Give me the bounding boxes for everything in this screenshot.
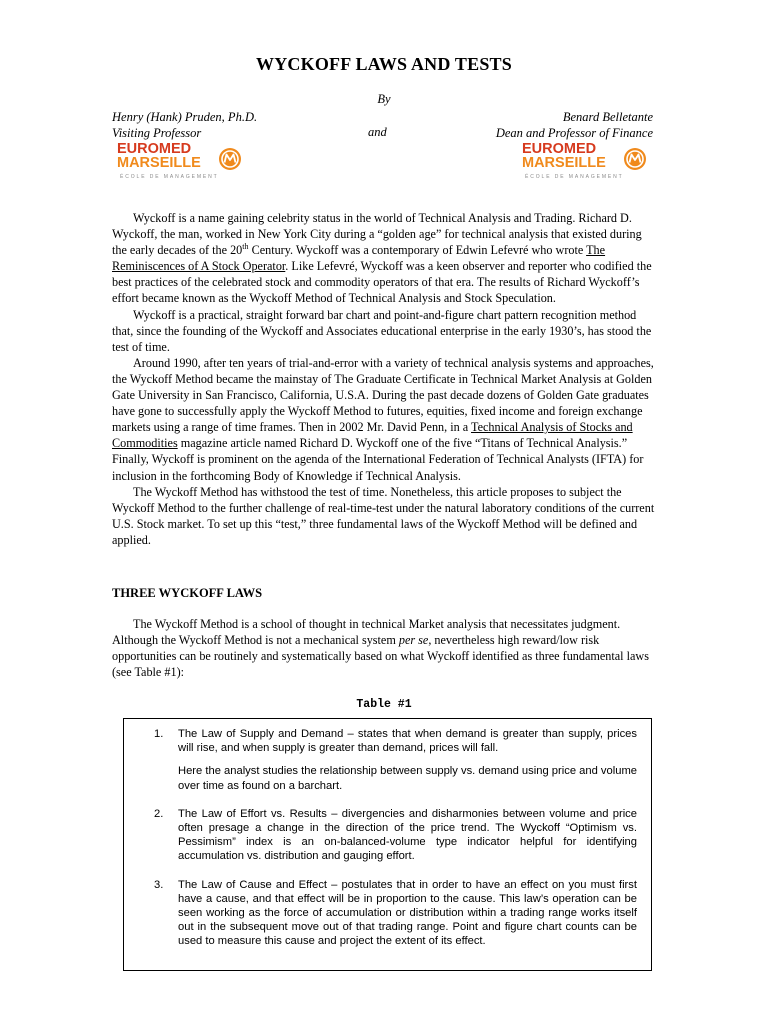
law-number: 1.: [154, 728, 164, 740]
law-item-3: [154, 878, 637, 949]
author-right: [496, 109, 653, 141]
document-title: WYCKOFF LAWS AND TESTS: [256, 54, 512, 74]
text-span: Wyckoff is a name gaining celebrity status in the world of Technical Analysis and Trading. Richard D. Wyckoff, the man, worked in New York City during a “golden age” for technical analysis that existed during the early decades of the 20: [112, 211, 642, 258]
euromed-logo-right: [522, 139, 647, 181]
intro-paragraph-2: Wyckoff is a practical, straight forward bar chart and point-and-figure chart pattern recognition method that, since the founding of the Wyckoff and Associates educational enterprise in the early 1930’s, has stood the test of time.: [112, 307, 652, 354]
logo-line2: MARSEILLE: [117, 155, 201, 171]
emphasis: per se: [398, 633, 429, 648]
law-item-1: [154, 727, 637, 793]
intro-body: [112, 210, 657, 548]
author-right-name: Benard Belletante: [562, 110, 653, 124]
text-span: Around 1990, after ten years of trial-and-error with a variety of technical analysis systems and approaches, the Wyckoff Method became the mainstay of The Graduate Certificate in Technical Market Analysis at Golden Gate University in San Francisco, California, U.S.A. During the past decade dozens of Golden Gate graduates have gone to successfully apply the Wyckoff Method to futures, equities, fixed income and foreign exchange markets using a range of time frames. Then in 2002 Mr. David Penn, in a: [112, 355, 654, 435]
author-right-role: Dean and Professor of Finance: [495, 126, 653, 140]
law-text: The Law of Effort vs. Results – divergencies and disharmonies between volume and price often presage a change in the direction of the price trend. The Wyckoff “Optimism vs. Pessimism” index is an on-balanced-volume type indicator helpful for identifying accumulation vs. distribution and gauging effort.: [178, 807, 637, 863]
laws-table: [123, 718, 652, 971]
text-span: Century. Wyckoff was a contemporary of Edwin Lefevré who wrote: [248, 243, 587, 258]
intro-paragraph-3: [112, 355, 657, 484]
and-text: and: [368, 125, 387, 139]
author-left: [112, 109, 257, 141]
text-span: magazine article named Richard D. Wyckoff one of the five “Titans of Technical Analysis.” Finally, Wyckoff is prominent on the agenda of the International Federation of Technical Analysts (IFTA) for inclusion in the forthcoming Body of Knowledge if Technical Analysis.: [112, 436, 644, 483]
superscript: th: [242, 242, 249, 252]
intro-paragraph-4: The Wyckoff Method has withstood the test of time. Nonetheless, this article proposes to subject the Wyckoff Method to the further challenge of real-time-test under the natural laboratory conditions of the current U.S. Stock market. To set up this “test,” three fundamental laws of the Wyckoff Method will be defined and applied.: [112, 484, 655, 547]
by-line: By: [377, 92, 391, 106]
logo-tagline: ÉCOLE DE MANAGEMENT: [525, 174, 624, 180]
section-heading: THREE WYCKOFF LAWS: [112, 586, 263, 600]
text-span: , nevertheless high reward/low risk opportunities can be routinely and systematically based on what Wyckoff identified as three fundamental laws (see Table #1):: [112, 633, 649, 680]
table-caption: Table #1: [356, 698, 412, 711]
law-extra: Here the analyst studies the relationship between supply vs. demand using price and volume over time as found on a barchart.: [178, 765, 637, 792]
law-number: 2.: [154, 807, 164, 820]
intro-paragraph-1: [112, 210, 657, 307]
text-span: The Wyckoff Method is a school of thought in technical Market analysis that necessitates judgment. Although the Wyckoff Method is not a mechanical system: [112, 617, 621, 648]
logo-line1: EUROMED: [522, 141, 597, 157]
logo-tagline: ÉCOLE DE MANAGEMENT: [120, 174, 219, 180]
author-left-name: Henry (Hank) Pruden, Ph.D.: [112, 110, 258, 124]
law-text: The Law of Cause and Effect – postulates that in order to have an effect on you must first have a cause, and that effect will be in proportion to the cause. This law’s operation can be seen working as the force of accumulation or distribution within a trading range works itself out in the subsequent move out of that trading range. Point and figure chart counts can be used to measure this cause and project the extent of its effect.: [178, 878, 637, 948]
law-number: 3.: [154, 878, 164, 891]
laws-list: [154, 727, 637, 949]
author-left-role: Visiting Professor: [112, 126, 202, 140]
law-text: The Law of Supply and Demand – states that when demand is greater than supply, prices will rise, and when supply is greater than demand, prices will fall.: [178, 728, 637, 755]
section-body: [112, 616, 657, 680]
logo-line1: EUROMED: [117, 141, 192, 157]
law-item-2: [154, 807, 637, 864]
section-paragraph-1: [112, 616, 657, 680]
magazine-title: Technical Analysis of Stocks and Commodities: [112, 420, 633, 451]
logo-line2: MARSEILLE: [522, 155, 606, 171]
text-span: . Like Lefevré, Wyckoff was a keen observer and reporter who codified the best practices of the celebrated stock and commodity operators of that era. The results of Richard Wyckoff’s effort became known as the Wyckoff Method of Technical Analysis and Stock Speculation.: [112, 259, 652, 306]
book-title: The Reminiscences of A Stock Operator: [112, 243, 606, 274]
euromed-logo-left: [117, 139, 242, 181]
